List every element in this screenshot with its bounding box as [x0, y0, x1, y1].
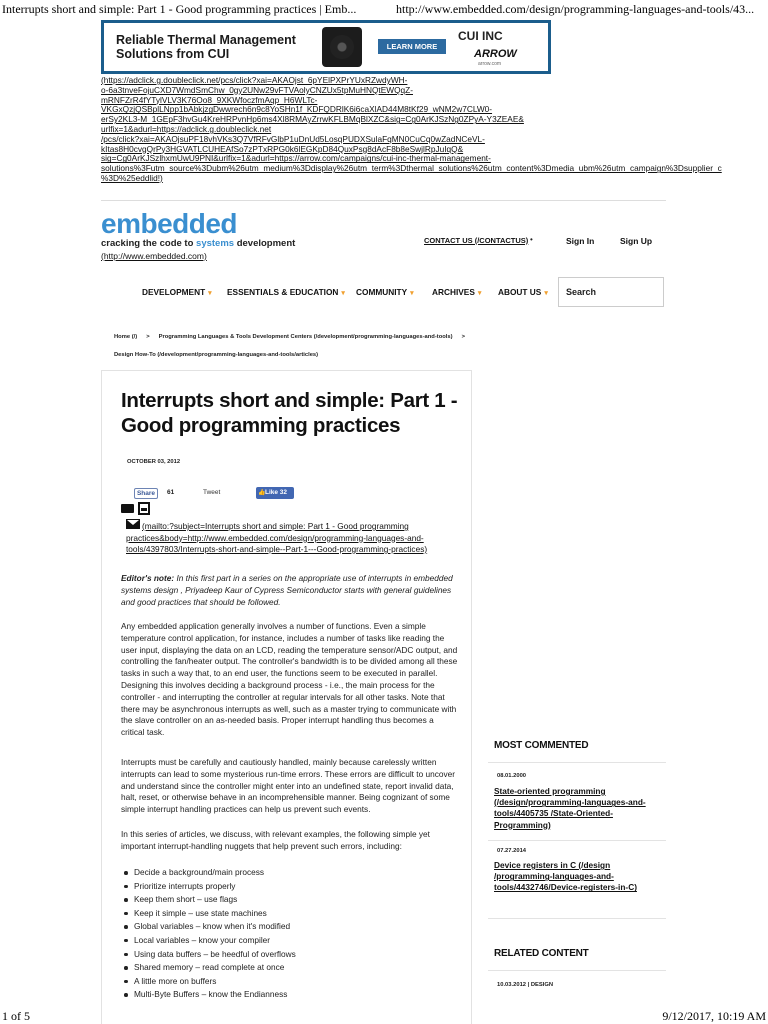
list-item: Shared memory – read complete at once: [122, 961, 452, 975]
header-divider: [101, 200, 666, 201]
list-item: Multi-Byte Buffers – know the Endianness: [122, 988, 452, 1002]
print-timestamp: 9/12/2017, 10:19 AM: [662, 1009, 766, 1023]
ad-link-line[interactable]: VKGxQzjQSBplLNpp1bAbkjzgDwwrech6n9c8YoSHn1f_KDFQDRlK6i6caXlAD44M8tKf29_wNM2w7CLW0-: [101, 104, 493, 115]
list-item: Decide a background/main process: [122, 866, 452, 880]
page-number: 1 of 5: [2, 1009, 30, 1023]
contact-us-link[interactable]: CONTACT US (/CONTACTUS): [424, 236, 529, 245]
list-item: Keep it simple – use state machines: [122, 907, 452, 921]
editor-note-label: Editor's note:: [121, 573, 175, 583]
ad-headline-line2: Solutions from CUI: [116, 47, 230, 61]
ad-link-line[interactable]: %3D%25eddlid!): [101, 172, 163, 183]
email-article-link[interactable]: (mailto:?subject=Interrupts short and simple: Part 1 - Good programming practices&body=http://www.embedded.com/design/programming-languages-and-tools/4397803/Interrupts-short-and-simple--Part-1---Good-programming-practices): [126, 521, 428, 554]
nav-label: COMMUNITY: [356, 287, 408, 297]
nav-about[interactable]: [498, 287, 548, 297]
ad-link-line[interactable]: o-6a3tnveFojuCXD7WmdSmChw_0gy2UNw29vFTVAolyCNZUx5tpMuHNQtEWQqZ-: [101, 84, 413, 95]
sidebar-divider: [488, 918, 666, 919]
breadcrumb-separator: >: [146, 334, 150, 340]
breadcrumb-section[interactable]: Programming Languages & Tools Development Centers (/development/programming-languages-and-tools): [158, 334, 453, 340]
print-icon[interactable]: [138, 502, 150, 515]
nav-essentials[interactable]: [227, 287, 345, 297]
nav-label: ESSENTIALS & EDUCATION: [227, 287, 339, 297]
list-item: Keep them short – use flags: [122, 893, 452, 907]
sidebar-divider: [488, 762, 666, 763]
logo-link[interactable]: (http://www.embedded.com): [101, 251, 207, 261]
ad-link-line[interactable]: erSy2KL3-M_1GEpF3hvGu4KreHRPvnHp6ms4Xl8RMAyZrrwKFLBMqBlXZC&sig=Cg0ArKJSzNg0ZPyA-Y3ZEAE&: [101, 114, 524, 125]
search-input[interactable]: Search: [558, 277, 664, 307]
list-item: Using data buffers – be heedful of overflows: [122, 948, 452, 962]
sidebar-divider: [488, 840, 666, 841]
nav-community[interactable]: [356, 287, 414, 297]
nav-development[interactable]: [142, 287, 212, 297]
arrow-url: arrow.com: [478, 61, 502, 67]
list-item: Global variables – know when it's modified: [122, 920, 452, 934]
header-bullet: •: [530, 235, 533, 244]
ad-link-line[interactable]: solutions%3Futm_source%3Dubm%26utm_medium%3Ddisplay%26utm_term%3Dthermal_solutions%26utm_content%3Dmedia_ubm%26utm_campaign%3Dsupplier_c: [101, 163, 722, 174]
most-commented-heading: MOST COMMENTED: [494, 740, 589, 751]
related-content-heading: RELATED CONTENT: [494, 948, 589, 959]
print-header: [0, 0, 768, 18]
ad-link-line[interactable]: urlfix=1&adurl=https://adclick.g.doubleclick.net: [101, 123, 272, 134]
breadcrumb-sub[interactable]: Design How-To (/development/programming-languages-and-tools/articles): [114, 352, 319, 358]
chevron-down-icon: ▾: [544, 290, 548, 297]
nav-label: DEVELOPMENT: [142, 287, 206, 297]
chevron-down-icon: ▾: [341, 290, 345, 297]
chevron-down-icon: ▾: [477, 290, 482, 297]
chevron-down-icon: ▾: [410, 290, 414, 297]
list-item: Local variables – know your compiler: [122, 934, 452, 948]
article-paragraph: In this series of articles, we discuss, with relevant examples, the following simple yet important interrupt-handling nuggets that help prevent such errors, including:: [121, 829, 430, 851]
tagline-post: development: [234, 238, 296, 249]
editor-note: [121, 573, 461, 608]
tagline-accent: systems: [196, 238, 235, 249]
article-title: Interrupts short and simple: Part 1 - Good programming practices: [121, 389, 458, 437]
ad-link-line[interactable]: /pcs/click?xai=AKAOjsuPF18vhVKs3Q7VfRFvGlbP1uDnUd5LosqPUDXSulaFqMN0CuCq0wZadNCeVL-: [101, 133, 485, 144]
sign-in-link[interactable]: Sign In: [566, 236, 595, 246]
list-item: Prioritize interrupts properly: [122, 880, 452, 894]
sidebar-article-link[interactable]: State-oriented programming (/design/programming-languages-and-tools/4405735 /State-Oriented-Programming): [494, 786, 646, 830]
fan-image: [322, 27, 362, 67]
breadcrumb-home[interactable]: Home (/): [114, 334, 138, 340]
article-date: OCTOBER 03, 2012: [127, 459, 181, 465]
like-button[interactable]: 👍 Like 32: [256, 487, 294, 499]
sidebar-item-date: 07.27.2014: [497, 848, 527, 854]
list-item: A little more on buffers: [122, 975, 452, 989]
ad-link-line[interactable]: mRNFZrR4fYTylVLV3K76Oo8_9XKWfoczfmAqp_H6WLTc-: [101, 94, 318, 105]
facebook-share-button[interactable]: Share: [134, 488, 158, 499]
print-header-title: Interrupts short and simple: Part 1 - Good programming practices | Emb...: [2, 2, 357, 16]
article-paragraph: Interrupts must be carefully and cautiously handled, mainly because carelessly written interrupts can lead to some mysterious run-time errors. These errors are difficult to uncover and understand since the controller might enter into an undefined state, report invalid data, halt, reset, or otherwise behave in an incomprehensible manner. Being cognizant of some simple interrupt handling practices can help us prevent such events.: [121, 757, 456, 815]
ad-link-line[interactable]: kItas8H0cvgQrPy3HGVATLCUHEAfSo7zPTxRPG0k6lEGKpD84QuxPsg8dAcF8b8eSwjlRpJuIqQ&: [101, 143, 464, 154]
nav-label: ABOUT US: [498, 287, 542, 297]
sidebar-article-link[interactable]: Device registers in C (/design /programming-languages-and-tools/4432746/Device-registers-in-C): [494, 860, 637, 893]
ad-click-link[interactable]: [101, 76, 761, 198]
arrow-logo: ARROW: [474, 48, 517, 60]
ad-link-line[interactable]: (https://adclick.g.doubleclick.net/pcs/click?xai=AKAOjst_6pYElPXPrYUxRZwdyWH-: [101, 76, 408, 85]
ad-headline-line1: Reliable Thermal Management: [116, 33, 296, 47]
ad-banner[interactable]: [101, 20, 551, 74]
main-nav: [101, 276, 551, 308]
site-logo[interactable]: embedded: [101, 208, 238, 239]
cui-logo: CUI INC: [458, 29, 503, 43]
ad-headline: [116, 33, 296, 61]
learn-more-button[interactable]: LEARN MORE: [378, 39, 446, 54]
nugget-list: [122, 866, 452, 1002]
share-count: 61: [167, 489, 175, 496]
breadcrumb-separator: >: [461, 334, 465, 340]
print-header-url: http://www.embedded.com/design/programming-languages-and-tools/43...: [396, 2, 755, 16]
tweet-button[interactable]: Tweet: [203, 489, 221, 496]
ad-link-line[interactable]: sig=Cg0ArKJSzlhxmUwU9PNI&urlfix=1&adurl=https://arrow.com/campaigns/cui-inc-thermal-management-: [101, 153, 491, 164]
nav-archives[interactable]: [432, 287, 481, 297]
editor-note-text: In this first part in a series on the appropriate use of interrupts in embedded systems design , Priyadeep Kaur of Cypress Semiconductor starts with general guidelines and good practices that should be followed.: [121, 573, 453, 607]
tagline-pre: cracking the code to: [101, 238, 197, 249]
folder-icon[interactable]: [121, 504, 134, 513]
site-tagline: [101, 238, 295, 249]
nav-label: ARCHIVES: [432, 287, 475, 297]
related-item-date: 10.03.2012 | DESIGN: [497, 982, 554, 988]
chevron-down-icon: ▾: [208, 290, 212, 297]
breadcrumb: [114, 334, 474, 340]
sidebar-item-date: 08.01.2000: [497, 773, 527, 779]
sign-up-link[interactable]: Sign Up: [620, 236, 653, 246]
sidebar-divider: [488, 970, 666, 971]
article-paragraph: Any embedded application generally involves a number of functions. Even a simple temperature control application, for instance, includes a number of tasks like reading the user input, displaying the data on an LCD, reading the temperature sensor/ADC output, and controlling the fan/heater output. The controller's bandwidth is to be divided among all these tasks in such a way that, to an end user, the functions seem to be executed in parallel. Designing this involves deciding a background process - i.e., the main process for the controller - and interrupting the controller at regular intervals for all other tasks. Note that there may be asynchronous interrupts as well, such as a master trying to communicate with the slave controller on an as-needed basis. Proper interrupt handling thus becomes a critical task.: [121, 621, 458, 738]
